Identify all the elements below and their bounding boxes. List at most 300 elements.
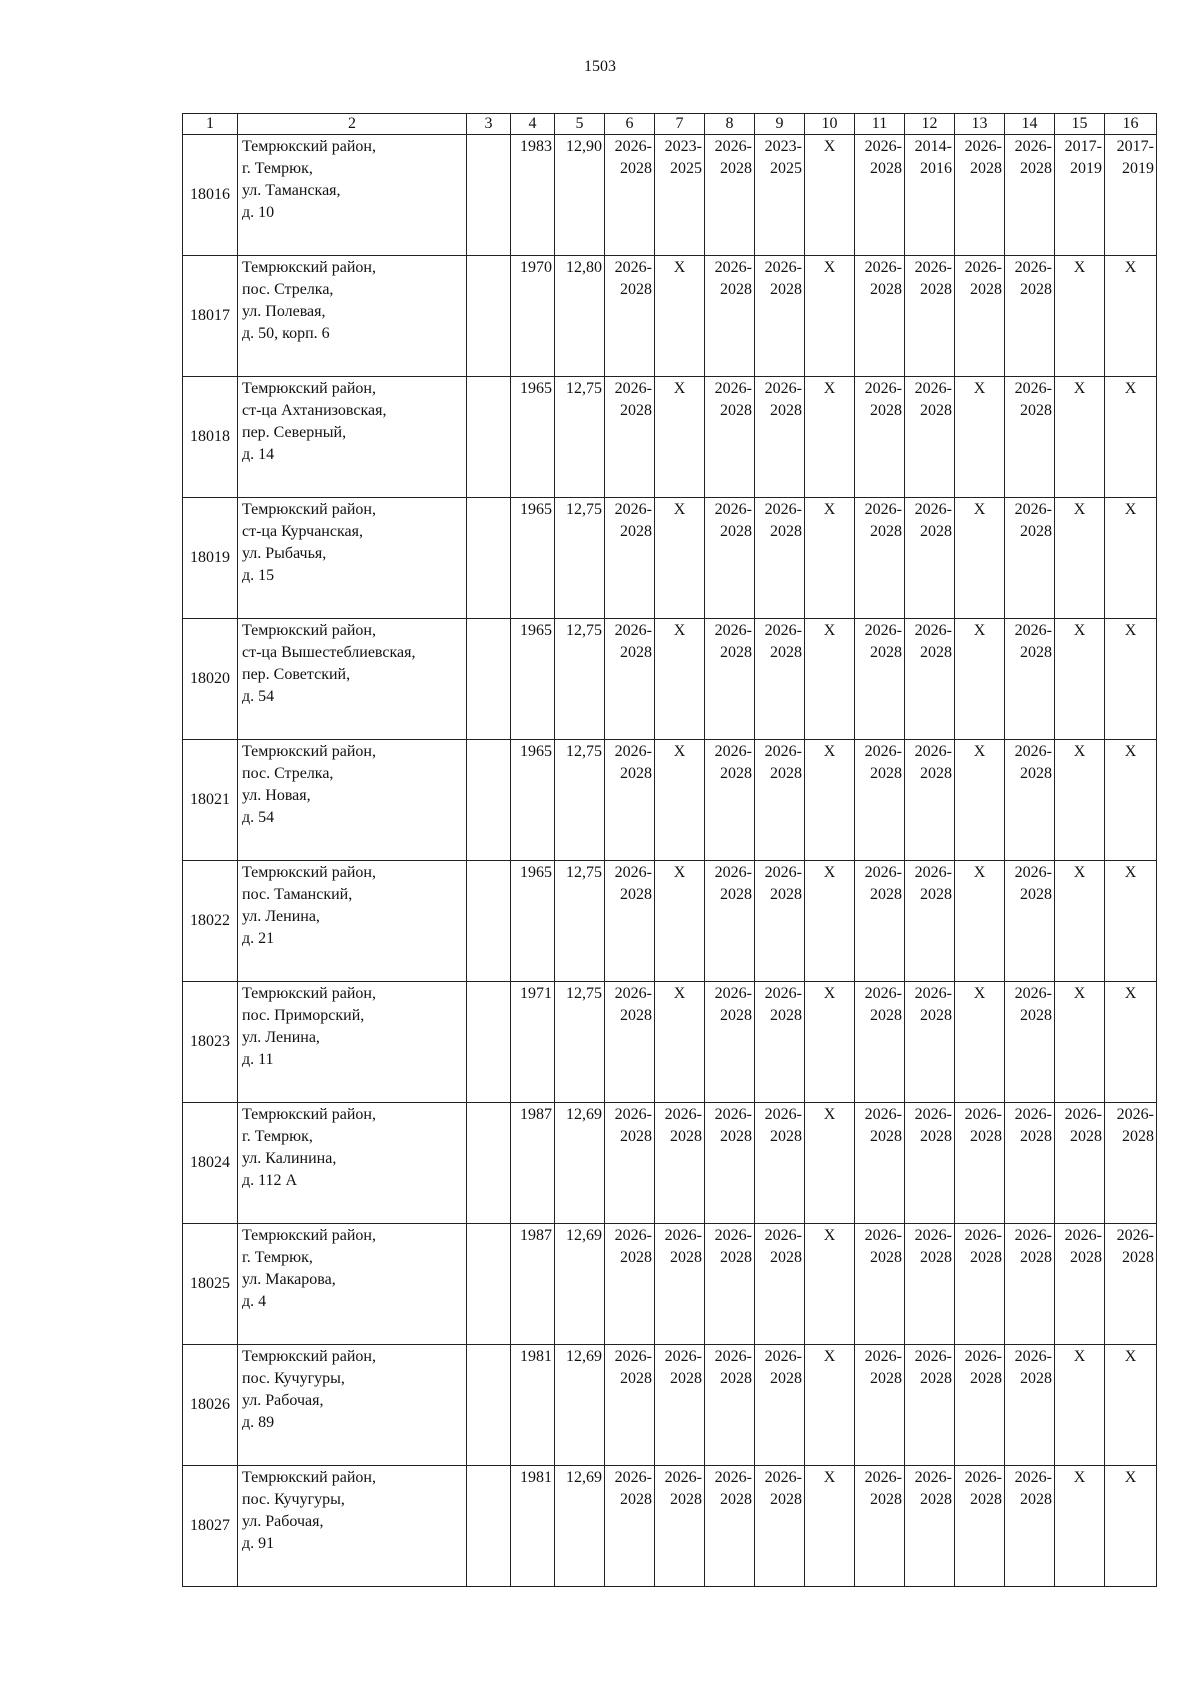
period-cell-col-8 (705, 982, 755, 1103)
table-row (183, 1345, 1157, 1466)
period-cell-col-15: X (1055, 740, 1105, 861)
address-line: ул. Таманская, (242, 182, 341, 199)
period-line: 2026- (914, 1227, 952, 1244)
period-cell-col-11 (855, 740, 905, 861)
period-line: 2026- (714, 501, 752, 518)
period-line: 2026- (964, 1469, 1002, 1486)
address-line: Темрюкский район, (242, 138, 376, 155)
column-header-16: 16 (1105, 114, 1157, 135)
period-line: 2026- (1064, 1227, 1102, 1244)
period-cell-col-7: X (655, 982, 705, 1103)
period-line: 2026- (714, 1227, 752, 1244)
period-cell-col-16: X (1105, 498, 1157, 619)
period-line: 2028 (920, 523, 952, 540)
value-cell: 12,75 (555, 619, 605, 740)
address-line: г. Темрюк, (242, 1128, 313, 1145)
period-cell-col-6 (605, 740, 655, 861)
period-line: 2028 (920, 1007, 952, 1024)
cell-col-3 (467, 619, 511, 740)
period-cell-col-9 (755, 740, 805, 861)
period-line: 2028 (770, 1007, 802, 1024)
period-cell-col-8 (705, 377, 755, 498)
address-line: ул. Рабочая, (242, 1392, 324, 1409)
period-cell-col-12 (905, 861, 955, 982)
period-cell-col-8 (705, 740, 755, 861)
period-cell-col-12 (905, 740, 955, 861)
column-header-6: 6 (605, 114, 655, 135)
period-line: 2026- (614, 501, 652, 518)
address-line: Темрюкский район, (242, 380, 376, 397)
column-header-5: 5 (555, 114, 605, 135)
cell-col-3 (467, 1345, 511, 1466)
value-cell: 12,75 (555, 861, 605, 982)
period-line: 2026- (864, 138, 902, 155)
period-cell-col-14 (1005, 740, 1055, 861)
period-line: 2026- (1014, 1106, 1052, 1123)
year-cell: 1970 (511, 256, 555, 377)
period-cell-col-15: X (1055, 256, 1105, 377)
period-cell-col-9 (755, 1224, 805, 1345)
period-cell-col-15: X (1055, 1466, 1105, 1587)
period-line: 2028 (620, 1128, 652, 1145)
period-line: 2026- (714, 380, 752, 397)
period-cell-col-6 (605, 256, 655, 377)
period-cell-col-16: X (1105, 377, 1157, 498)
cell-col-3 (467, 498, 511, 619)
period-line: 2028 (770, 765, 802, 782)
period-line: 2026- (1014, 259, 1052, 276)
cell-col-3 (467, 1103, 511, 1224)
period-line: 2026- (1064, 1106, 1102, 1123)
period-line: 2028 (620, 765, 652, 782)
period-line: 2026- (714, 138, 752, 155)
address-cell (238, 982, 467, 1103)
period-line: 2028 (1020, 1491, 1052, 1508)
period-line: 2028 (920, 1491, 952, 1508)
table-body (183, 135, 1157, 1587)
period-cell-col-15: X (1055, 1345, 1105, 1466)
period-line: 2026- (914, 380, 952, 397)
period-line: 2026- (914, 259, 952, 276)
period-cell-col-10: X (805, 982, 855, 1103)
address-cell (238, 1103, 467, 1224)
period-line: 2028 (720, 765, 752, 782)
period-cell-col-14 (1005, 377, 1055, 498)
column-header-12: 12 (905, 114, 955, 135)
period-line: 2026- (864, 864, 902, 881)
period-cell-col-15 (1055, 1103, 1105, 1224)
address-line: ул. Макарова, (242, 1271, 336, 1288)
period-cell-col-7 (655, 135, 705, 256)
period-cell-col-14 (1005, 1224, 1055, 1345)
address-line: д. 50, корп. 6 (242, 325, 330, 342)
period-line: 2028 (770, 1128, 802, 1145)
period-line: 2028 (870, 160, 902, 177)
period-cell-col-12 (905, 1345, 955, 1466)
period-line: 2026- (614, 1106, 652, 1123)
header-row (183, 114, 1157, 135)
period-line: 2028 (770, 886, 802, 903)
period-line: 2026- (1014, 864, 1052, 881)
period-cell-col-13: X (955, 982, 1005, 1103)
period-line: 2028 (920, 1128, 952, 1145)
period-line: 2026- (864, 1106, 902, 1123)
period-cell-col-11 (855, 1103, 905, 1224)
year-cell: 1987 (511, 1224, 555, 1345)
page-number: 1503 (584, 58, 616, 75)
period-line: 2026- (714, 622, 752, 639)
period-line: 2026- (914, 501, 952, 518)
year-cell: 1981 (511, 1466, 555, 1587)
period-line: 2028 (920, 886, 952, 903)
address-line: д. 4 (242, 1293, 267, 1310)
period-cell-col-11 (855, 498, 905, 619)
period-cell-col-9 (755, 1103, 805, 1224)
period-line: 2026- (964, 1227, 1002, 1244)
period-line: 2017- (1116, 138, 1154, 155)
address-line: ул. Ленина, (242, 908, 320, 925)
period-line: 2028 (1020, 886, 1052, 903)
period-line: 2028 (1020, 281, 1052, 298)
period-cell-col-15: X (1055, 619, 1105, 740)
period-line: 2026- (1014, 1348, 1052, 1365)
year-cell: 1965 (511, 498, 555, 619)
period-cell-col-16: X (1105, 619, 1157, 740)
period-line: 2028 (870, 886, 902, 903)
period-line: 2026- (664, 1348, 702, 1365)
value-cell: 12,75 (555, 740, 605, 861)
period-line: 2028 (620, 523, 652, 540)
period-line: 2019 (1122, 160, 1154, 177)
period-cell-col-13 (955, 1103, 1005, 1224)
period-cell-col-13: X (955, 740, 1005, 861)
row-number: 18016 (183, 135, 238, 256)
period-cell-col-10: X (805, 1224, 855, 1345)
year-cell: 1965 (511, 619, 555, 740)
period-cell-col-8 (705, 619, 755, 740)
period-line: 2028 (620, 1370, 652, 1387)
period-line: 2028 (770, 1370, 802, 1387)
period-line: 2026- (664, 1227, 702, 1244)
period-cell-col-15: X (1055, 982, 1105, 1103)
address-line: пос. Кучугуры, (242, 1491, 345, 1508)
period-cell-col-6 (605, 861, 655, 982)
period-cell-col-11 (855, 982, 905, 1103)
cell-col-3 (467, 982, 511, 1103)
period-cell-col-16 (1105, 1103, 1157, 1224)
address-line: Темрюкский район, (242, 1227, 376, 1244)
address-line: ст-ца Вышестеблиевская, (242, 644, 416, 661)
year-cell: 1987 (511, 1103, 555, 1224)
period-cell-col-7 (655, 1103, 705, 1224)
period-cell-col-12 (905, 377, 955, 498)
period-line: 2026- (664, 1469, 702, 1486)
period-line: 2026- (1014, 985, 1052, 1002)
value-cell: 12,75 (555, 982, 605, 1103)
period-cell-col-7 (655, 1345, 705, 1466)
period-line: 2023- (764, 138, 802, 155)
period-line: 2026- (714, 1348, 752, 1365)
period-line: 2026- (964, 1106, 1002, 1123)
period-line: 2028 (720, 1249, 752, 1266)
period-line: 2026- (864, 1469, 902, 1486)
column-header-15: 15 (1055, 114, 1105, 135)
period-line: 2026- (864, 985, 902, 1002)
period-line: 2028 (720, 402, 752, 419)
table-row (183, 740, 1157, 861)
period-cell-col-6 (605, 619, 655, 740)
value-cell: 12,69 (555, 1224, 605, 1345)
period-line: 2028 (670, 1491, 702, 1508)
period-line: 2028 (1020, 523, 1052, 540)
period-line: 2028 (720, 1128, 752, 1145)
period-line: 2026- (914, 864, 952, 881)
address-line: пос. Кучугуры, (242, 1370, 345, 1387)
period-line: 2026- (864, 259, 902, 276)
period-line: 2026- (764, 1469, 802, 1486)
period-cell-col-11 (855, 1224, 905, 1345)
cell-col-3 (467, 1224, 511, 1345)
period-line: 2028 (870, 644, 902, 661)
period-line: 2028 (720, 644, 752, 661)
period-line: 2026- (614, 743, 652, 760)
address-line: ул. Калинина, (242, 1150, 337, 1167)
period-line: 2028 (670, 1370, 702, 1387)
period-cell-col-10: X (805, 740, 855, 861)
period-cell-col-14 (1005, 1103, 1055, 1224)
period-line: 2028 (670, 1128, 702, 1145)
period-cell-col-11 (855, 861, 905, 982)
value-cell: 12,75 (555, 377, 605, 498)
address-line: д. 54 (242, 809, 275, 826)
address-cell (238, 135, 467, 256)
row-number: 18024 (183, 1103, 238, 1224)
period-line: 2028 (720, 523, 752, 540)
period-cell-col-14 (1005, 1466, 1055, 1587)
period-line: 2028 (920, 644, 952, 661)
period-cell-col-13 (955, 135, 1005, 256)
period-line: 2028 (1020, 1128, 1052, 1145)
column-header-7: 7 (655, 114, 705, 135)
period-line: 2028 (920, 402, 952, 419)
period-line: 2028 (770, 523, 802, 540)
period-line: 2028 (1122, 1128, 1154, 1145)
period-cell-col-10: X (805, 861, 855, 982)
period-cell-col-13: X (955, 498, 1005, 619)
row-number: 18020 (183, 619, 238, 740)
address-cell (238, 377, 467, 498)
period-cell-col-11 (855, 377, 905, 498)
period-line: 2026- (1014, 380, 1052, 397)
period-cell-col-15: X (1055, 861, 1105, 982)
period-cell-col-10: X (805, 619, 855, 740)
period-line: 2026- (614, 1227, 652, 1244)
period-cell-col-14 (1005, 982, 1055, 1103)
period-cell-col-13: X (955, 377, 1005, 498)
period-line: 2028 (870, 523, 902, 540)
period-line: 2014- (914, 138, 952, 155)
period-line: 2026- (614, 1469, 652, 1486)
table-row (183, 619, 1157, 740)
period-cell-col-10: X (805, 135, 855, 256)
period-line: 2026- (864, 1348, 902, 1365)
table-row (183, 1224, 1157, 1345)
period-line: 2028 (1020, 1007, 1052, 1024)
address-cell (238, 861, 467, 982)
period-line: 2028 (770, 281, 802, 298)
period-line: 2028 (870, 1007, 902, 1024)
period-cell-col-6 (605, 1224, 655, 1345)
address-line: д. 11 (242, 1051, 274, 1068)
period-line: 2028 (870, 1370, 902, 1387)
value-cell: 12,75 (555, 498, 605, 619)
period-line: 2026- (714, 259, 752, 276)
address-line: Темрюкский район, (242, 1469, 376, 1486)
period-cell-col-14 (1005, 135, 1055, 256)
year-cell: 1965 (511, 861, 555, 982)
period-line: 2026- (914, 1348, 952, 1365)
row-number: 18017 (183, 256, 238, 377)
period-line: 2028 (970, 1491, 1002, 1508)
period-line: 2026- (764, 864, 802, 881)
address-line: д. 10 (242, 204, 275, 221)
table-row (183, 1103, 1157, 1224)
period-line: 2028 (620, 1007, 652, 1024)
period-cell-col-16: X (1105, 982, 1157, 1103)
period-cell-col-6 (605, 1466, 655, 1587)
table-row (183, 256, 1157, 377)
address-line: ул. Полевая, (242, 303, 326, 320)
column-header-11: 11 (855, 114, 905, 135)
period-line: 2028 (620, 281, 652, 298)
period-line: 2028 (970, 1128, 1002, 1145)
address-line: Темрюкский район, (242, 1348, 376, 1365)
period-line: 2026- (1014, 1469, 1052, 1486)
value-cell: 12,69 (555, 1466, 605, 1587)
period-line: 2026- (864, 380, 902, 397)
value-cell: 12,69 (555, 1345, 605, 1466)
address-line: д. 54 (242, 688, 275, 705)
period-cell-col-14 (1005, 1345, 1055, 1466)
period-line: 2026- (864, 743, 902, 760)
cell-col-3 (467, 861, 511, 982)
address-line: Темрюкский район, (242, 864, 376, 881)
period-line: 2028 (870, 765, 902, 782)
period-cell-col-14 (1005, 861, 1055, 982)
period-cell-col-11 (855, 619, 905, 740)
period-line: 2026- (1014, 1227, 1052, 1244)
period-cell-col-6 (605, 1103, 655, 1224)
period-line: 2017- (1064, 138, 1102, 155)
period-cell-col-9 (755, 377, 805, 498)
period-cell-col-16: X (1105, 1466, 1157, 1587)
period-cell-col-9 (755, 1466, 805, 1587)
address-cell (238, 1224, 467, 1345)
period-cell-col-13 (955, 1466, 1005, 1587)
period-line: 2028 (720, 160, 752, 177)
period-line: 2019 (1070, 160, 1102, 177)
table-row (183, 498, 1157, 619)
period-line: 2026- (964, 1348, 1002, 1365)
year-cell: 1981 (511, 1345, 555, 1466)
address-line: г. Темрюк, (242, 160, 313, 177)
period-cell-col-7: X (655, 256, 705, 377)
period-line: 2026- (864, 501, 902, 518)
table-row (183, 377, 1157, 498)
period-line: 2026- (1014, 622, 1052, 639)
address-cell (238, 1345, 467, 1466)
period-line: 2026- (1116, 1227, 1154, 1244)
period-line: 2028 (870, 1128, 902, 1145)
address-line: д. 14 (242, 446, 275, 463)
row-number: 18027 (183, 1466, 238, 1587)
period-line: 2016 (920, 160, 952, 177)
period-line: 2028 (920, 281, 952, 298)
period-line: 2028 (670, 1249, 702, 1266)
period-cell-col-9 (755, 498, 805, 619)
period-cell-col-13: X (955, 619, 1005, 740)
address-line: пос. Приморский, (242, 1007, 365, 1024)
address-line: г. Темрюк, (242, 1249, 313, 1266)
period-line: 2026- (614, 138, 652, 155)
period-cell-col-8 (705, 1466, 755, 1587)
period-line: 2028 (870, 281, 902, 298)
period-cell-col-9 (755, 982, 805, 1103)
period-line: 2028 (620, 1491, 652, 1508)
period-line: 2026- (714, 985, 752, 1002)
table-row (183, 982, 1157, 1103)
period-line: 2028 (1020, 644, 1052, 661)
period-line: 2026- (1116, 1106, 1154, 1123)
cell-col-3 (467, 740, 511, 861)
period-cell-col-13: X (955, 861, 1005, 982)
period-cell-col-8 (705, 1103, 755, 1224)
period-line: 2028 (720, 886, 752, 903)
row-number: 18025 (183, 1224, 238, 1345)
period-cell-col-13 (955, 256, 1005, 377)
period-cell-col-15 (1055, 135, 1105, 256)
period-cell-col-11 (855, 256, 905, 377)
period-line: 2026- (664, 1106, 702, 1123)
period-line: 2028 (770, 1249, 802, 1266)
address-cell (238, 1466, 467, 1587)
address-line: пос. Стрелка, (242, 281, 334, 298)
period-cell-col-16: X (1105, 256, 1157, 377)
period-line: 2025 (670, 160, 702, 177)
year-cell: 1983 (511, 135, 555, 256)
column-header-9: 9 (755, 114, 805, 135)
address-line: д. 112 А (242, 1172, 298, 1189)
period-line: 2026- (914, 743, 952, 760)
period-cell-col-7 (655, 1466, 705, 1587)
period-cell-col-15: X (1055, 377, 1105, 498)
address-line: д. 21 (242, 930, 275, 947)
period-cell-col-16: X (1105, 1345, 1157, 1466)
address-line: Темрюкский район, (242, 1106, 376, 1123)
period-line: 2028 (720, 1491, 752, 1508)
period-cell-col-11 (855, 1345, 905, 1466)
period-cell-col-8 (705, 1224, 755, 1345)
period-line: 2026- (714, 743, 752, 760)
period-line: 2028 (1020, 160, 1052, 177)
period-cell-col-14 (1005, 256, 1055, 377)
column-header-13: 13 (955, 114, 1005, 135)
column-header-3: 3 (467, 114, 511, 135)
cell-col-3 (467, 1466, 511, 1587)
period-line: 2028 (770, 644, 802, 661)
table-row (183, 135, 1157, 256)
address-line: пос. Таманский, (242, 886, 353, 903)
